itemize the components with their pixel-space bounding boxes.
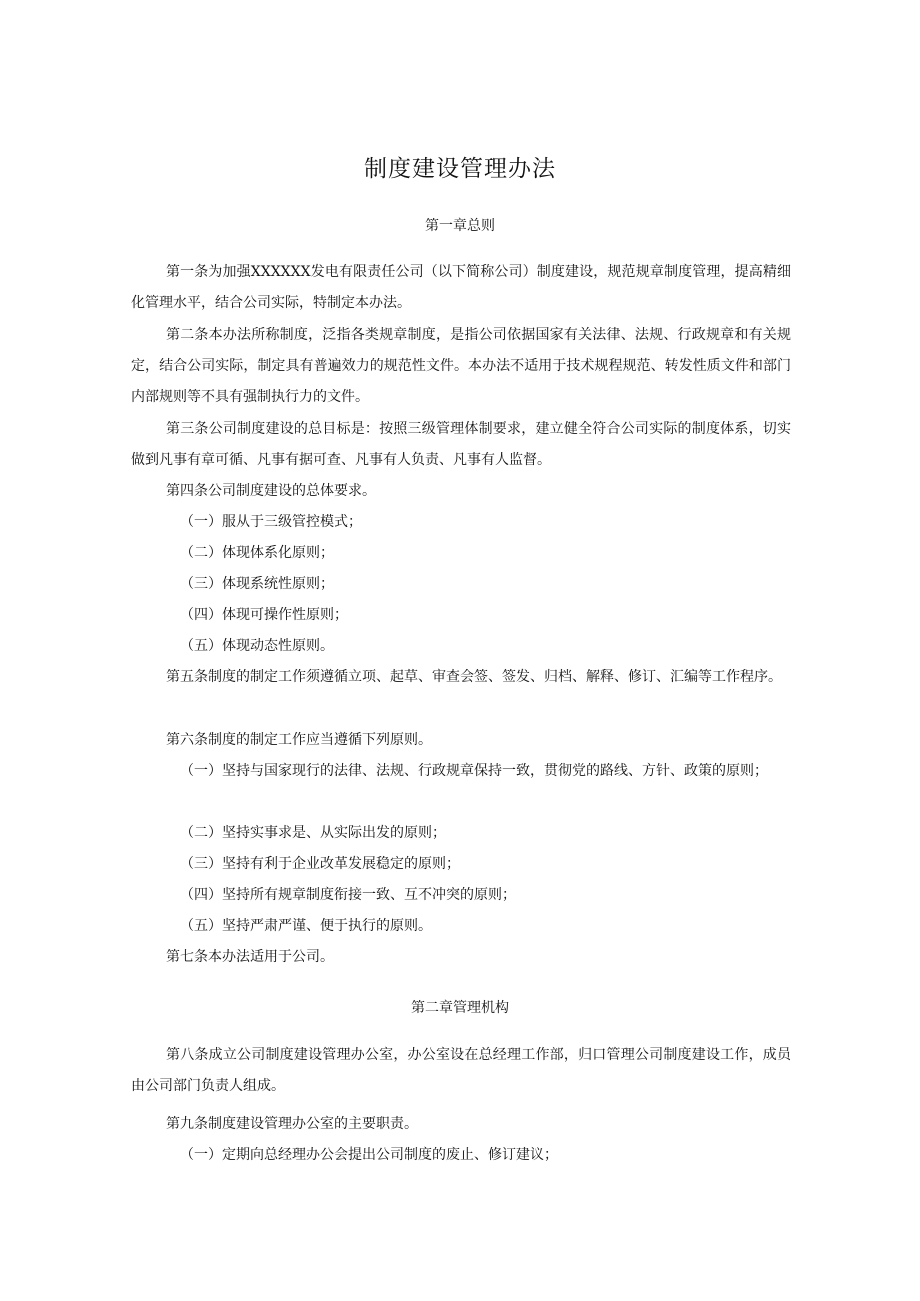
- article-3: 第三条公司制度建设的总目标是：按照三级管理体制要求，建立健全符合公司实际的制度体系，切实做到凡事有章可循、凡事有据可查、凡事有人负责、凡事有人监督。: [131, 421, 791, 468]
- article-9: 第九条制度建设管理办公室的主要职责。: [166, 1116, 418, 1132]
- article-4-item-4: （四）体现可操作性原则；: [180, 607, 348, 623]
- article-2: 第二条本办法所称制度，泛指各类规章制度，是指公司依据国家有关法律、法规、行政规章和有关规定，结合公司实际，制定具有普遍效力的规范性文件。本办法不适用于技术规程规范、转发性质文件和部门内部规则等不具有强制执行力的文件。: [131, 327, 791, 405]
- article-4-item-3: （三）体现系统性原则；: [180, 576, 334, 592]
- article-4: 第四条公司制度建设的总体要求。: [166, 483, 376, 499]
- article-6-item-2: （二）坚持实事求是、从实际出发的原则；: [180, 825, 446, 841]
- article-7: 第七条本办法适用于公司。: [166, 949, 334, 965]
- article-4-item-2: （二）体现体系化原则；: [180, 545, 334, 561]
- article-6-item-3: （三）坚持有利于企业改革发展稳定的原则；: [180, 856, 460, 872]
- chapter-1-heading: 第一章总则: [425, 218, 495, 234]
- article-5: 第五条制度的制定工作须遵循立项、起草、审查会签、签发、归档、解释、修订、汇编等工作程序。: [166, 669, 782, 685]
- article-4-item-5: （五）体现动态性原则。: [180, 638, 334, 654]
- article-9-item-1: （一）定期向总经理办公会提出公司制度的废止、修订建议；: [180, 1147, 558, 1163]
- article-6-item-5: （五）坚持严肃严谨、便于执行的原则。: [180, 918, 432, 934]
- document-title: 制度建设管理办法: [364, 156, 556, 182]
- chapter-2-heading: 第二章管理机构: [411, 1000, 509, 1016]
- article-6-item-4: （四）坚持所有规章制度衔接一致、互不冲突的原则；: [180, 887, 516, 903]
- article-8: 第八条成立公司制度建设管理办公室，办公室设在总经理工作部，归口管理公司制度建设工作，成员由公司部门负责人组成。: [131, 1047, 791, 1094]
- article-1: 第一条为加强XXXXXX发电有限责任公司（以下简称公司）制度建设，规范规章制度管理，提高精细化管理水平，结合公司实际，特制定本办法。: [131, 264, 791, 311]
- article-6-item-1: （一）坚持与国家现行的法律、法规、行政规章保持一致，贯彻党的路线、方针、政策的原则；: [180, 763, 768, 779]
- article-6: 第六条制度的制定工作应当遵循下列原则。: [166, 732, 432, 748]
- article-4-item-1: （一）服从于三级管控模式；: [180, 514, 362, 530]
